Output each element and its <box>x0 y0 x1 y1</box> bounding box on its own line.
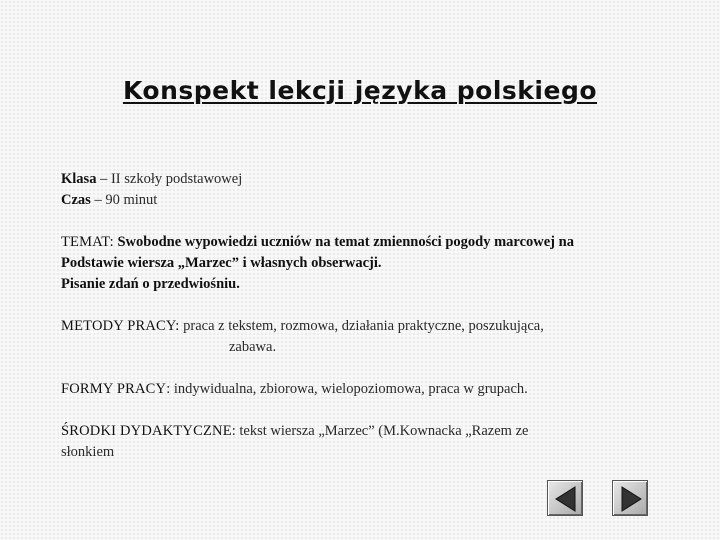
lesson-plan-body <box>61 169 651 484</box>
temat-section <box>61 232 651 295</box>
czas-line <box>61 190 651 211</box>
klasa-line <box>61 169 651 190</box>
temat-label: TEMAT: <box>61 234 114 250</box>
formy-label: FORMY PRACY <box>61 381 167 397</box>
srodki-label: ŚRODKI DYDAKTYCZNE <box>61 423 232 439</box>
next-slide-button[interactable] <box>612 480 648 516</box>
czas-value: 90 minut <box>105 192 158 208</box>
klasa-value: II szkoły podstawowej <box>110 171 243 187</box>
srodki-line-1: : tekst wiersza „Marzec” (M.Kownacka „Razem ze <box>231 423 529 439</box>
triangle-left-icon <box>548 481 584 517</box>
metody-line-2: zabawa. <box>229 339 277 355</box>
previous-slide-button[interactable] <box>547 480 583 516</box>
temat-line-1: Swobodne wypowiedzi uczniów na temat zmienności pogody marcowej na <box>117 234 574 250</box>
metody-line-1: praca z tekstem, rozmowa, działania praktyczne, poszukująca, <box>183 318 544 334</box>
metody-section <box>61 316 651 358</box>
temat-line-2: Podstawie wiersza „Marzec” i własnych obserwacji. <box>61 255 382 271</box>
czas-label: Czas <box>61 192 91 208</box>
klasa-separator: – <box>96 171 111 187</box>
metody-label: METODY PRACY: <box>61 318 180 334</box>
srodki-line-2: słonkiem <box>61 444 115 460</box>
klasa-label: Klasa <box>61 171 97 187</box>
srodki-section <box>61 421 651 463</box>
formy-section <box>61 379 651 400</box>
formy-value: : indywidualna, zbiorowa, wielopoziomowa, praca w grupach. <box>166 381 528 397</box>
temat-line-3: Pisanie zdań o przedwiośniu. <box>61 276 240 292</box>
triangle-right-icon <box>613 481 649 517</box>
czas-separator: – <box>90 192 106 208</box>
page-title: Konspekt lekcji języka polskiego <box>122 76 598 105</box>
